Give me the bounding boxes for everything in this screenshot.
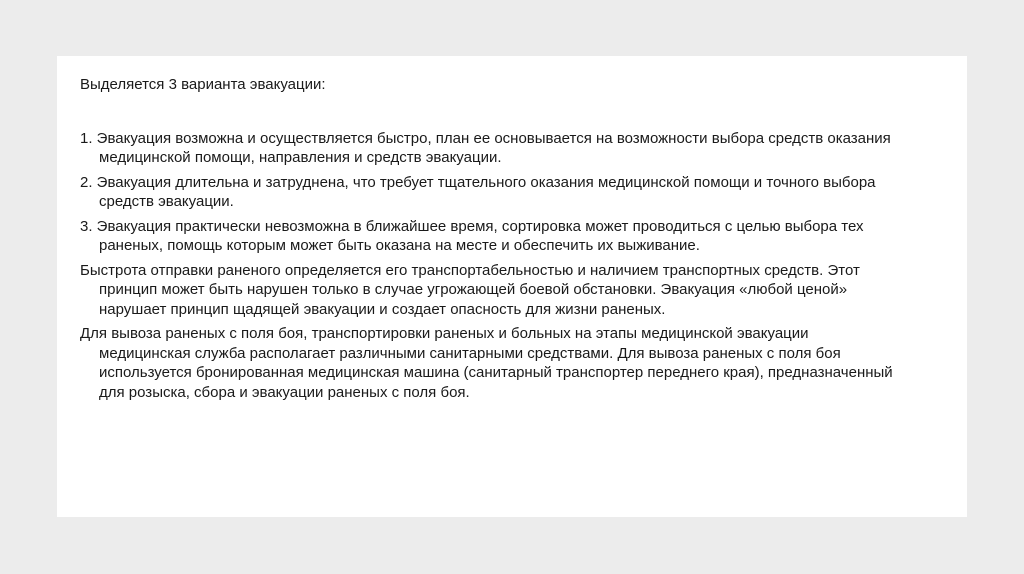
paragraph: Для вывоза раненых с поля боя, транспортировки раненых и больных на этапы медицинской эвакуации медицинская служба располагает различными санитарными средствами. Для вывоза раненых с поля боя используется бронированная медицинская машина (санитарный транспортер переднего края), предназначенный для розыска, сбора и эвакуации раненых с поля боя.	[80, 325, 893, 401]
paragraph: Быстрота отправки раненого определяется его транспортабельностью и наличием транспортных средств. Этот принцип может быть нарушен только в случае угрожающей боевой обстановки. Эвакуация «любой ценой» нарушает принцип щадящей эвакуации и создает опасность для жизни раненых.	[80, 261, 860, 318]
slide	[57, 56, 967, 517]
list-item: 3. Эвакуация практически невозможна в ближайшее время, сортировка может проводиться с целью выбора тех раненых, помощь которым может быть оказана на месте и обеспечить их выживание.	[80, 217, 864, 254]
list-item: 2. Эвакуация длительна и затруднена, что требует тщательного оказания медицинской помощи и точного выбора средств эвакуации.	[80, 173, 876, 210]
list-item: 1. Эвакуация возможна и осуществляется быстро, план ее основывается на возможности выбора средств оказания медицинской помощи, направления и средств эвакуации.	[80, 129, 891, 166]
slide-content	[80, 75, 900, 407]
intro-text: Выделяется 3 варианта эвакуации:	[80, 76, 326, 93]
